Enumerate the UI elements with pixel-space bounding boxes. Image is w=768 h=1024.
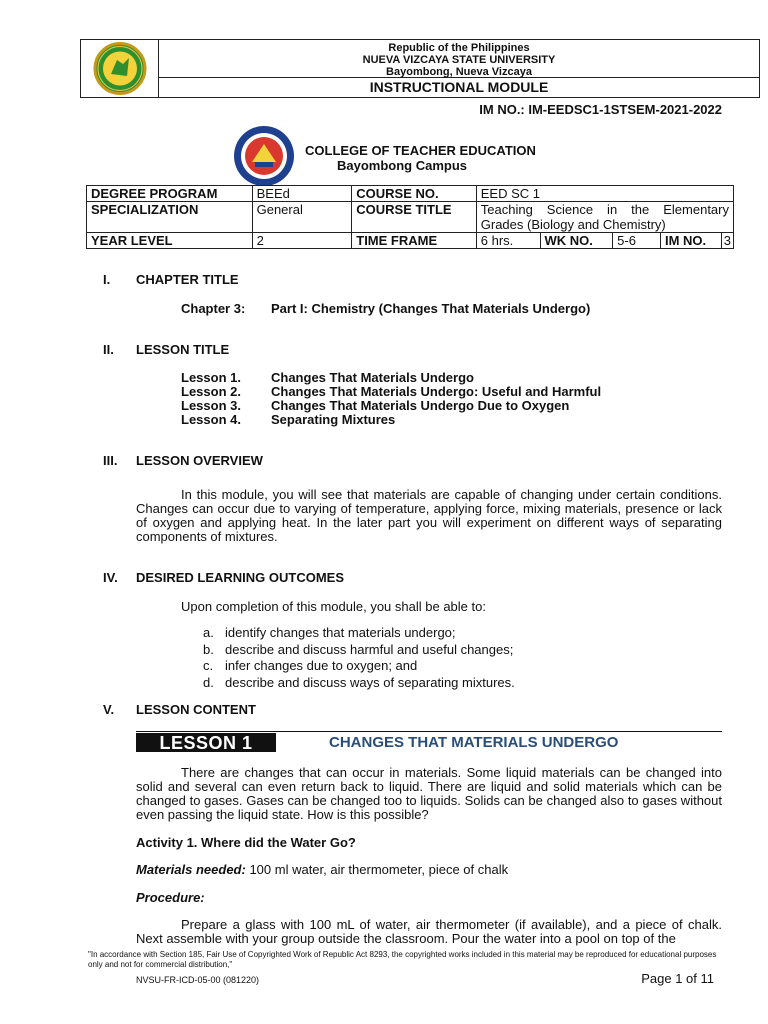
page-number: Page 1 of 11 <box>641 971 714 986</box>
header-table <box>80 39 760 98</box>
lesson-list-item <box>181 398 569 413</box>
outcome-text: describe and discuss ways of separating mixtures. <box>225 674 515 690</box>
list-marker: d. <box>203 674 214 690</box>
outcomes-list <box>203 625 515 691</box>
section-title: DESIRED LEARNING OUTCOMES <box>136 570 345 585</box>
list-item <box>203 625 515 642</box>
lesson-number-badge: LESSON 1 <box>136 733 276 752</box>
degree-label: DEGREE PROGRAM <box>87 186 253 202</box>
time-frame-label: TIME FRAME <box>352 233 477 249</box>
list-marker: a. <box>203 625 214 640</box>
week-value: 5-6 <box>613 233 661 249</box>
copyright-note: "In accordance with Section 185, Fair Use of Copyrighted Work of Republic Act 8293, the copyrighted works included in this material may be reproduced for educational purposes only and not for commercial distribution," <box>88 950 717 969</box>
list-item <box>203 642 515 659</box>
section-number: V. <box>103 702 115 717</box>
lesson-heading: CHANGES THAT MATERIALS UNDERGO <box>329 734 619 751</box>
degree-value: BEEd <box>252 186 352 202</box>
lesson-title: Changes That Materials Undergo <box>271 370 474 385</box>
week-label: WK NO. <box>540 233 613 249</box>
procedure-paragraph: Prepare a glass with 100 mL of water, air thermometer (if available), and a piece of chalk. Next assemble with your group outside the classroom. Pour the water into a pool on top of the <box>136 917 722 946</box>
university-location: Bayombong, Nueva Vizcaya <box>386 66 532 78</box>
section-title: CHAPTER TITLE <box>136 272 239 287</box>
specialization-label: SPECIALIZATION <box>87 202 253 233</box>
list-marker: c. <box>203 658 214 673</box>
university-seal-cell <box>81 40 159 97</box>
list-item <box>203 675 515 692</box>
lesson-title: Changes That Materials Undergo Due to Oxygen <box>271 398 570 413</box>
section-number: III. <box>103 453 118 468</box>
cte-seal-icon <box>231 124 297 188</box>
section-heading <box>103 342 229 357</box>
im-label: IM NO. <box>660 233 721 249</box>
section-title: LESSON TITLE <box>136 342 230 357</box>
college-heading <box>305 143 536 173</box>
lesson-banner <box>136 731 722 751</box>
materials-line <box>136 862 508 877</box>
table-row <box>87 186 734 202</box>
section-heading <box>103 702 256 717</box>
lesson-intro-paragraph: There are changes that can occur in materials. Some liquid materials can be changed into solid and several can even return back to liquid. There are liquid and solid materials which can be changed to gases. Gases can be changed too to liquids. Solids can be changed also to gases without even passing the liquid state. How is this possible? <box>136 765 722 822</box>
section-number: I. <box>103 272 111 287</box>
outcome-text: identify changes that materials undergo; <box>225 625 456 640</box>
college-name: COLLEGE OF TEACHER EDUCATION <box>305 143 536 158</box>
lesson-title: Changes That Materials Undergo: Useful and Harmful <box>271 384 602 399</box>
materials-value: 100 ml water, air thermometer, piece of chalk <box>245 862 509 877</box>
year-level-value: 2 <box>252 233 352 249</box>
header-institution <box>159 40 759 78</box>
table-row <box>87 233 734 249</box>
module-title: INSTRUCTIONAL MODULE <box>369 79 549 95</box>
activity-heading: Activity 1. Where did the Water Go? <box>136 835 356 850</box>
lesson-label: Lesson 1. <box>181 370 241 385</box>
year-level-label: YEAR LEVEL <box>87 233 253 249</box>
section-title: LESSON OVERVIEW <box>136 453 263 468</box>
lesson-list-item <box>181 384 601 399</box>
college-seal <box>231 124 297 191</box>
section-heading <box>103 272 239 287</box>
lesson-label: Lesson 3. <box>181 398 241 413</box>
campus-name: Bayombong Campus <box>337 158 468 173</box>
course-info-table <box>86 185 734 249</box>
outcome-text: infer changes due to oxygen; and <box>225 658 418 673</box>
chapter-label: Chapter 3: <box>181 301 246 316</box>
list-marker: b. <box>203 641 214 657</box>
outcomes-intro: Upon completion of this module, you shall be able to: <box>181 599 486 614</box>
section-number: II. <box>103 342 114 357</box>
chapter-line <box>181 301 590 316</box>
outcome-text: describe and discuss harmful and useful changes; <box>225 641 514 657</box>
specialization-value: General <box>252 202 352 233</box>
course-no-value: EED SC 1 <box>476 186 733 202</box>
lesson-label: Lesson 2. <box>181 384 241 399</box>
course-title-label: COURSE TITLE <box>352 202 477 233</box>
table-row <box>87 202 734 233</box>
lesson-label: Lesson 4. <box>181 412 241 427</box>
time-frame-value: 6 hrs. <box>476 233 540 249</box>
form-code: NVSU-FR-ICD-05-00 (081220) <box>136 975 260 985</box>
nvsu-seal-icon <box>81 40 159 97</box>
lesson-title: Separating Mixtures <box>271 412 396 427</box>
chapter-value: Part I: Chemistry (Changes That Materials Undergo) <box>271 301 591 316</box>
lesson-list-item <box>181 412 395 427</box>
im-value: 3 <box>721 233 733 249</box>
section-heading <box>103 570 344 585</box>
procedure-label: Procedure: <box>136 890 205 905</box>
lesson-list-item <box>181 370 474 385</box>
section-heading <box>103 453 263 468</box>
overview-paragraph: In this module, you will see that materials are capable of changing under certain conditions. Changes can occur due to varying of temperature, applying force, mixing materials, presence or lack of oxygen and applying heat. In the later part you will experiment on different ways of separating components of mixtures. <box>136 487 722 544</box>
university-name: NUEVA VIZCAYA STATE UNIVERSITY <box>362 54 556 66</box>
section-title: LESSON CONTENT <box>136 702 256 717</box>
materials-label: Materials needed: <box>136 862 246 877</box>
list-item <box>203 658 515 675</box>
republic-text: Republic of the Philippines <box>388 42 530 54</box>
course-title-value: Teaching Science in the Elementary Grades (Biology and Chemistry) <box>476 202 733 233</box>
im-number: IM NO.: IM-EEDSC1-1STSEM-2021-2022 <box>479 102 722 117</box>
course-no-label: COURSE NO. <box>352 186 477 202</box>
section-number: IV. <box>103 570 118 585</box>
